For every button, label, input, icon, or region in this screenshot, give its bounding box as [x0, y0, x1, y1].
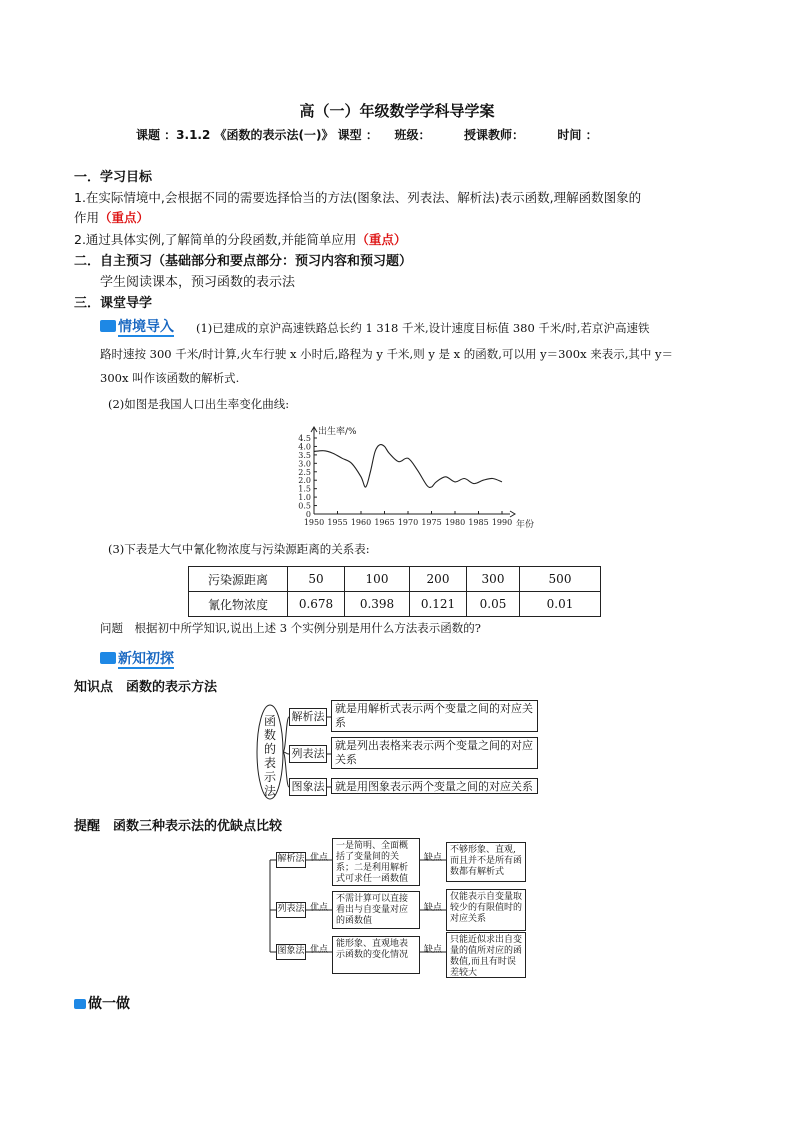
practice-heading: [74, 993, 130, 1013]
method-label: 解析法: [276, 852, 306, 868]
y-tick-label: 3.0: [298, 459, 311, 469]
goal-1-continued: [74, 208, 149, 226]
pen-icon: [74, 999, 86, 1009]
table-header-cell: 50: [288, 567, 345, 592]
y-tick-label: 2.0: [298, 476, 311, 486]
table-cell: 0.01: [520, 592, 601, 617]
advantage-label: 优点: [310, 853, 329, 863]
table-header-cell: 100: [345, 567, 410, 592]
table-header-cell: 300: [467, 567, 520, 592]
intro-paragraph-1b: 路时速按 300 千米/时计算,火车行驶 x 小时后,路程为 y 千米,则 y 是 x 的函数,可以用 y＝300x 来表示,其中 y＝: [100, 347, 674, 361]
disadvantage-text: 只能近似求出自变量的值所对应的函数值,而且有时误差较大: [446, 932, 526, 978]
practice-title: 做一做: [88, 996, 130, 1012]
method-description: 就是列出表格来表示两个变量之间的对应关系: [331, 737, 538, 769]
y-tick-label: 1.5: [298, 484, 311, 494]
disadvantage-label: 缺点: [424, 945, 443, 955]
y-tick-label: 1.0: [298, 493, 311, 503]
advantage-label: 优点: [310, 945, 329, 955]
table-header-cell: 200: [410, 567, 467, 592]
y-tick-label: 0.5: [298, 501, 311, 511]
disadvantage-label: 缺点: [424, 853, 443, 863]
advantage-text: 不需计算可以直接看出与自变量对应的函数值: [332, 891, 420, 929]
newknow-badge-label: 新知初探: [118, 651, 174, 667]
x-tick-label: 1965: [374, 518, 395, 527]
y-tick-label: 4.0: [298, 442, 311, 452]
flag-icon: [100, 320, 116, 332]
intro-paragraph-1c: 300x 叫作该函数的解析式.: [100, 371, 240, 385]
knowledge-point: 知识点 函数的表示方法: [74, 680, 218, 695]
key-point-tag: （重点）: [356, 232, 407, 247]
table-cell: 0.398: [345, 592, 410, 617]
method-description: 就是用解析式表示两个变量之间的对应关系: [331, 700, 538, 732]
y-axis-title: 出生率/%: [318, 427, 357, 437]
table-cell: 0.05: [467, 592, 520, 617]
table-header-cell: 污染源距离: [189, 567, 288, 592]
birth-rate-chart: [280, 418, 550, 538]
intro-badge: [100, 316, 174, 336]
table-cell: 氰化物浓度: [189, 592, 288, 617]
disadvantage-text: 仅能表示自变量取较少的有限值时的对应关系: [446, 889, 526, 931]
table-header-cell: 500: [520, 567, 601, 592]
table-cell: 0.121: [410, 592, 467, 617]
advantage-text: 能形象、直观地表示函数的变化情况: [332, 936, 420, 974]
x-tick-label: 1970: [397, 518, 419, 527]
y-tick-label: 3.5: [298, 450, 311, 460]
intro-paragraph-3: (3)下表是大气中氰化物浓度与污染源距离的关系表:: [108, 542, 370, 556]
method-label: 列表法: [276, 902, 306, 918]
concentration-table: [188, 566, 601, 617]
reminder-title: 提醒 函数三种表示法的优缺点比较: [74, 819, 283, 834]
x-tick-label: 1985: [468, 518, 489, 527]
x-tick-label: 1980: [444, 518, 466, 527]
goal-2: [74, 230, 406, 248]
section-heading-2: 二．自主预习（基础部分和要点部分：预习内容和预习题）: [74, 254, 413, 269]
y-tick-label: 4.5: [298, 434, 311, 443]
x-tick-label: 1950: [303, 518, 325, 527]
magnifier-icon: [100, 652, 116, 664]
goal-1-end: 作用: [74, 210, 100, 225]
intro-paragraph-2: (2)如图是我国人口出生率变化曲线:: [108, 397, 290, 411]
method-description: 就是用图象表示两个变量之间的对应关系: [331, 778, 538, 794]
question-text: 问题 根据初中所学知识,说出上述 3 个实例分别是用什么方法表示函数的?: [100, 621, 481, 635]
x-tick-label: 1990: [491, 518, 513, 527]
map-center-label: 函数的表示法: [263, 714, 276, 798]
x-axis-title: 年份: [516, 520, 535, 530]
advantage-text: 一是简明、全面概括了变量间的关系；二是利用解析式可求任一函数值: [332, 838, 420, 886]
goal-2-text: 2.通过具体实例,了解简单的分段函数,并能简单应用: [74, 232, 357, 247]
intro-paragraph-1: (1)已建成的京沪高速铁路总长约 1 318 千米,设计速度目标值 380 千米/时,若京沪高速铁: [196, 321, 650, 335]
method-label: 列表法: [289, 745, 327, 763]
page-title: 高（一）年级数学学科导学案: [299, 102, 495, 120]
preview-text: 学生阅读课本，预习函数的表示法: [100, 275, 296, 290]
method-label: 解析法: [289, 708, 327, 726]
y-tick-label: 2.5: [298, 467, 311, 477]
section-heading-3: 三．课堂导学: [74, 296, 153, 311]
table-row: [189, 567, 601, 592]
section-heading-1: 一．学习目标: [74, 170, 153, 185]
advantage-label: 优点: [310, 903, 329, 913]
table-cell: 0.678: [288, 592, 345, 617]
disadvantage-text: 不够形象、直观,而且并不是所有函数都有解析式: [446, 842, 526, 882]
birth-rate-line: [314, 444, 502, 487]
method-label: 图象法: [276, 944, 306, 960]
x-tick-label: 1975: [421, 518, 442, 527]
page-subtitle: 课题 ：3.1.2 《函数的表示法(一)》 课型 ： 班级： 授课教师： 时间 ：: [136, 128, 598, 142]
newknow-badge: [100, 648, 174, 668]
method-label: 图象法: [289, 778, 327, 796]
disadvantage-label: 缺点: [424, 903, 443, 913]
key-point-tag: （重点）: [99, 210, 150, 225]
table-row: [189, 592, 601, 617]
x-tick-label: 1960: [350, 518, 372, 527]
x-tick-label: 1955: [327, 518, 348, 527]
goal-1-text: 1.在实际情境中,会根据不同的需要选择恰当的方法(图象法、列表法、解析法)表示函数,理解函数图象的: [74, 190, 642, 205]
x-axis-arrow: [510, 511, 515, 517]
y-tick-label: 0: [305, 510, 311, 519]
intro-badge-label: 情境导入: [118, 319, 174, 335]
